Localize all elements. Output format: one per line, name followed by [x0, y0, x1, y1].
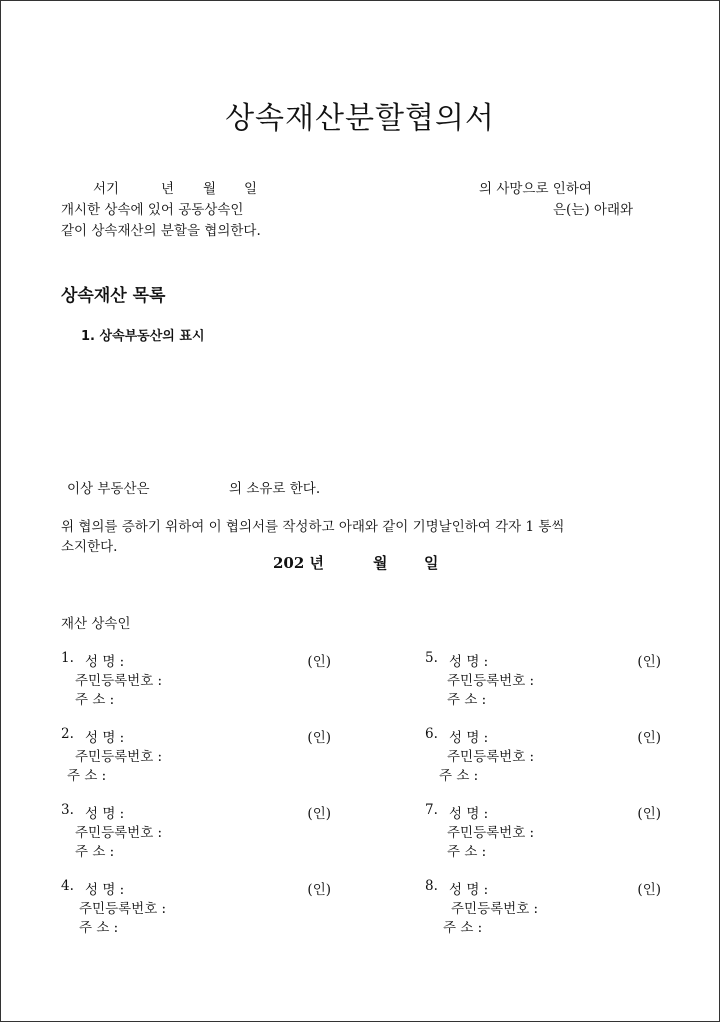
heir-number: 8. [425, 878, 438, 894]
heir-address-label: 주 소 : [75, 844, 115, 860]
intro-day: 일 [244, 181, 258, 197]
heir-block [61, 878, 331, 938]
heir-seal: (인) [637, 730, 661, 746]
heir-number: 3. [61, 802, 74, 818]
heir-number: 2. [61, 726, 74, 742]
heir-block [425, 726, 661, 786]
heir-seal: (인) [307, 654, 331, 670]
heir-rrn-label: 주민등록번호 : [451, 901, 539, 917]
heir-number: 7. [425, 802, 438, 818]
heir-address-label: 주 소 : [67, 768, 107, 784]
intro-seogi: 서기 [93, 181, 120, 197]
heir-seal: (인) [637, 806, 661, 822]
heir-rrn-label: 주민등록번호 : [79, 901, 167, 917]
heir-seal: (인) [307, 806, 331, 822]
ownership-text-b: 의 소유로 한다. [229, 481, 321, 497]
heirs-label: 재산 상속인 [61, 616, 131, 632]
heir-name-label: 성 명 : [85, 654, 125, 670]
heir-number: 4. [61, 878, 74, 894]
heir-name-label: 성 명 : [449, 730, 489, 746]
heir-rrn-label: 주민등록번호 : [447, 673, 535, 689]
intro-line3: 같이 상속재산의 분할을 협의한다. [61, 223, 261, 239]
document-title: 상속재산분할협의서 [225, 101, 495, 136]
heir-block [61, 726, 331, 786]
heir-number: 5. [425, 650, 438, 666]
ownership-text-a: 이상 부동산은 [67, 481, 150, 497]
heir-address-label: 주 소 : [75, 692, 115, 708]
heir-name-label: 성 명 : [85, 882, 125, 898]
heir-name-label: 성 명 : [449, 654, 489, 670]
heir-block [425, 802, 661, 862]
heir-block [425, 650, 661, 710]
heir-block [425, 878, 661, 938]
agreement-line1: 위 협의를 증하기 위하여 이 협의서를 작성하고 아래와 같이 기명날인하여 각자 1 통씩 [61, 519, 565, 535]
intro-line2: 개시한 상속에 있어 공동상속인 [61, 202, 244, 218]
heir-address-label: 주 소 : [439, 768, 479, 784]
heir-address-label: 주 소 : [79, 920, 119, 936]
heir-rrn-label: 주민등록번호 : [75, 749, 163, 765]
heir-block [61, 650, 331, 710]
heir-address-label: 주 소 : [447, 692, 487, 708]
agreement-line2: 소지한다. [61, 539, 118, 555]
heir-name-label: 성 명 : [449, 806, 489, 822]
heir-rrn-label: 주민등록번호 : [447, 749, 535, 765]
section-title: 상속재산 목록 [61, 286, 166, 306]
date-year: 202 년 [273, 554, 325, 572]
date-month: 월 [373, 554, 388, 572]
heir-seal: (인) [637, 882, 661, 898]
heir-seal: (인) [307, 730, 331, 746]
heir-number: 1. [61, 650, 74, 666]
intro-line2-end: 은(는) 아래와 [553, 202, 634, 218]
heir-seal: (인) [307, 882, 331, 898]
heir-number: 6. [425, 726, 438, 742]
heir-seal: (인) [637, 654, 661, 670]
intro-month: 월 [203, 181, 217, 197]
heir-rrn-label: 주민등록번호 : [75, 825, 163, 841]
heir-block [61, 802, 331, 862]
date-day: 일 [424, 554, 439, 572]
heir-name-label: 성 명 : [85, 806, 125, 822]
heir-address-label: 주 소 : [447, 844, 487, 860]
heir-address-label: 주 소 : [443, 920, 483, 936]
heir-rrn-label: 주민등록번호 : [447, 825, 535, 841]
intro-death-phrase: 의 사망으로 인하여 [479, 181, 592, 197]
heir-name-label: 성 명 : [85, 730, 125, 746]
intro-year: 년 [161, 181, 175, 197]
heir-rrn-label: 주민등록번호 : [75, 673, 163, 689]
heir-name-label: 성 명 : [449, 882, 489, 898]
subsection-title: 1. 상속부동산의 표시 [81, 329, 205, 344]
